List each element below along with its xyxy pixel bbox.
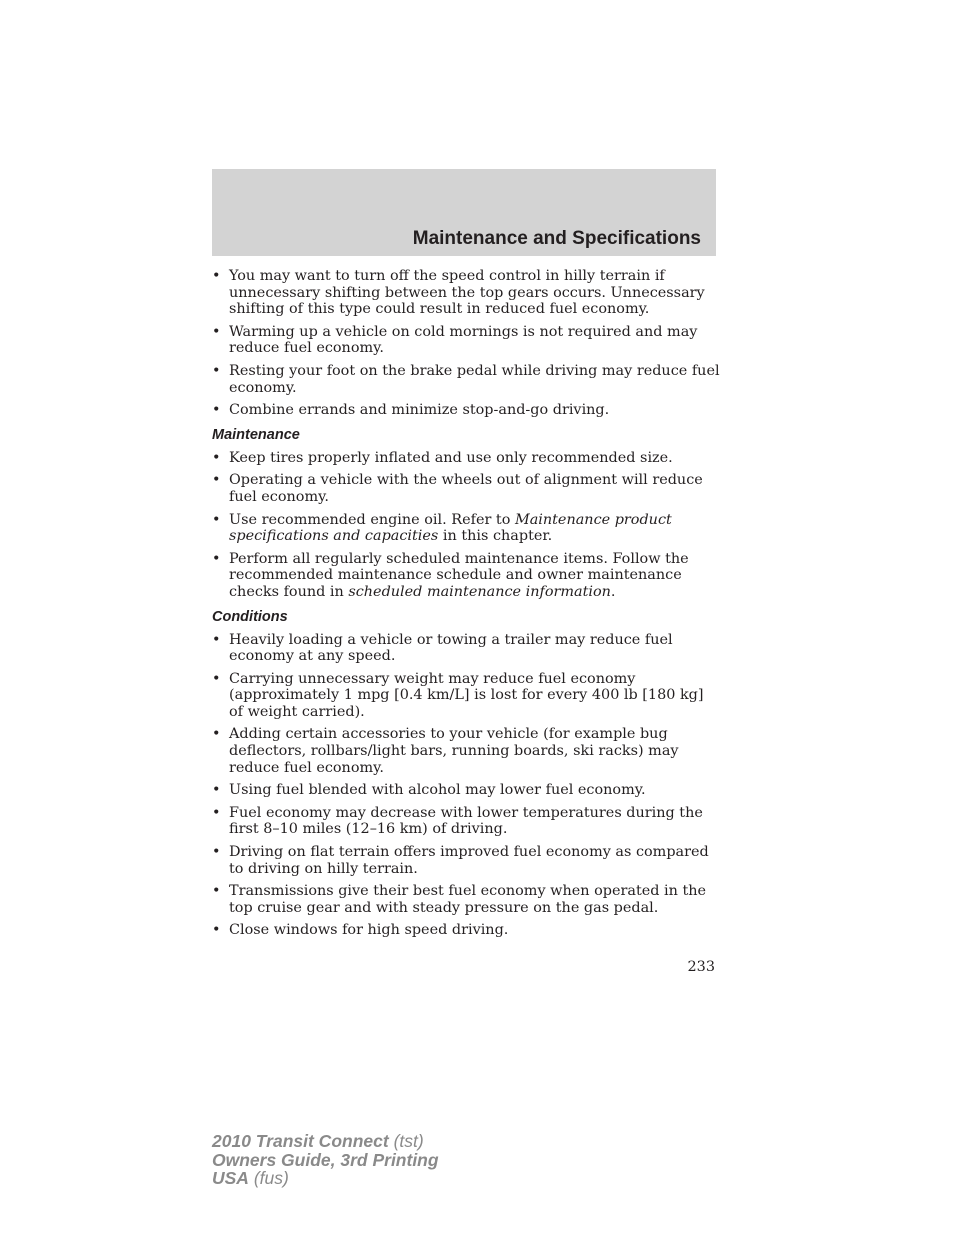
maintenance-bullet-list [212, 450, 720, 601]
bullet-marker: • [212, 670, 221, 687]
bullet-marker: • [212, 804, 221, 821]
bullet-marker: • [212, 511, 221, 528]
footer-model-code: (tst) [393, 1131, 424, 1151]
list-item-text: Keep tires properly inflated and use only recommended size. [229, 449, 673, 466]
list-item [212, 450, 720, 467]
bullet-marker: • [212, 323, 221, 340]
intro-bullet-list [212, 268, 720, 419]
list-item-text: Warming up a vehicle on cold mornings is not required and may reduce fuel economy. [229, 323, 698, 357]
list-item [212, 805, 720, 838]
bullet-marker: • [212, 402, 221, 419]
list-item [212, 512, 720, 545]
footer-line [212, 1151, 439, 1170]
footer-market-code: (fus) [253, 1168, 289, 1188]
bullet-marker: • [212, 883, 221, 900]
list-item [212, 472, 720, 505]
bullet-marker: • [212, 631, 221, 648]
list-item [212, 726, 720, 776]
list-item [212, 551, 720, 601]
bullet-marker: • [212, 362, 221, 379]
footer-line [212, 1169, 439, 1188]
page-content [212, 268, 720, 945]
footer-model: 2010 Transit Connect [212, 1131, 389, 1151]
list-item [212, 402, 720, 419]
list-item [212, 363, 720, 396]
page-number: 233 [687, 959, 715, 975]
list-item-text: Transmissions give their best fuel economy when operated in the top cruise gear and with steady pressure on the gas pedal. [229, 883, 707, 916]
list-item [212, 268, 720, 318]
bullet-marker: • [212, 844, 221, 861]
list-item-text: in this chapter. [438, 528, 553, 545]
footer-market: USA [212, 1168, 249, 1188]
list-item-text: Driving on flat terrain offers improved fuel economy as compared to driving on hilly terrain. [229, 844, 709, 877]
list-item-text: Adding certain accessories to your vehicle (for example bug deflectors, rollbars/light bars, running boards, ski racks) may reduce fuel economy. [229, 726, 679, 776]
list-item-text: Carrying unnecessary weight may reduce fuel economy (approximately 1 mpg [0.4 km/L] is lost for every 400 lb [180 kg] of weight carried). [229, 670, 704, 720]
list-item-text: Resting your foot on the brake pedal while driving may reduce fuel economy. [229, 362, 720, 396]
list-item [212, 324, 720, 357]
list-item [212, 883, 720, 916]
bullet-marker: • [212, 268, 221, 284]
list-item-text: Using fuel blended with alcohol may lower fuel economy. [229, 782, 646, 799]
bullet-marker: • [212, 782, 221, 799]
cross-reference-link[interactable]: scheduled maintenance information [348, 583, 611, 600]
list-item-text: . [610, 583, 616, 600]
list-item-text: Perform all regularly scheduled maintenance items. Follow the recommended maintenance schedule and owner maintenance checks found in [229, 550, 689, 600]
conditions-heading: Conditions [212, 608, 288, 625]
list-item [212, 632, 720, 665]
cross-reference-link[interactable]: Maintenance product specifications and capacities [229, 511, 672, 545]
bullet-marker: • [212, 472, 221, 489]
bullet-marker: • [212, 550, 221, 567]
list-item-text: Combine errands and minimize stop-and-go driving. [229, 402, 610, 419]
list-item-text: Heavily loading a vehicle or towing a trailer may reduce fuel economy at any speed. [229, 631, 673, 665]
chapter-title: Maintenance and Specifications [412, 228, 701, 249]
document-footer [212, 1132, 439, 1188]
list-item-text: You may want to turn off the speed control in hilly terrain if unnecessary shifting between the top gears occurs. Unnecessary shifting of this type could result in reduced fuel economy. [229, 268, 705, 318]
conditions-bullet-list [212, 632, 720, 940]
list-item-text: Operating a vehicle with the wheels out of alignment will reduce fuel economy. [229, 472, 703, 505]
list-item-text: Close windows for high speed driving. [229, 922, 509, 939]
maintenance-heading: Maintenance [212, 426, 300, 443]
list-item [212, 922, 720, 939]
list-item [212, 782, 720, 799]
bullet-marker: • [212, 922, 221, 939]
list-item-text: Fuel economy may decrease with lower temperatures during the first 8–10 miles (12–16 km) of driving. [229, 804, 703, 838]
chapter-header-band [212, 169, 716, 256]
list-item-text: Use recommended engine oil. Refer to [229, 511, 515, 528]
list-item [212, 671, 720, 721]
bullet-marker: • [212, 726, 221, 743]
list-item [212, 844, 720, 877]
bullet-marker: • [212, 449, 221, 466]
footer-guide-edition: Owners Guide, 3rd Printing [212, 1149, 439, 1170]
footer-line [212, 1132, 439, 1151]
